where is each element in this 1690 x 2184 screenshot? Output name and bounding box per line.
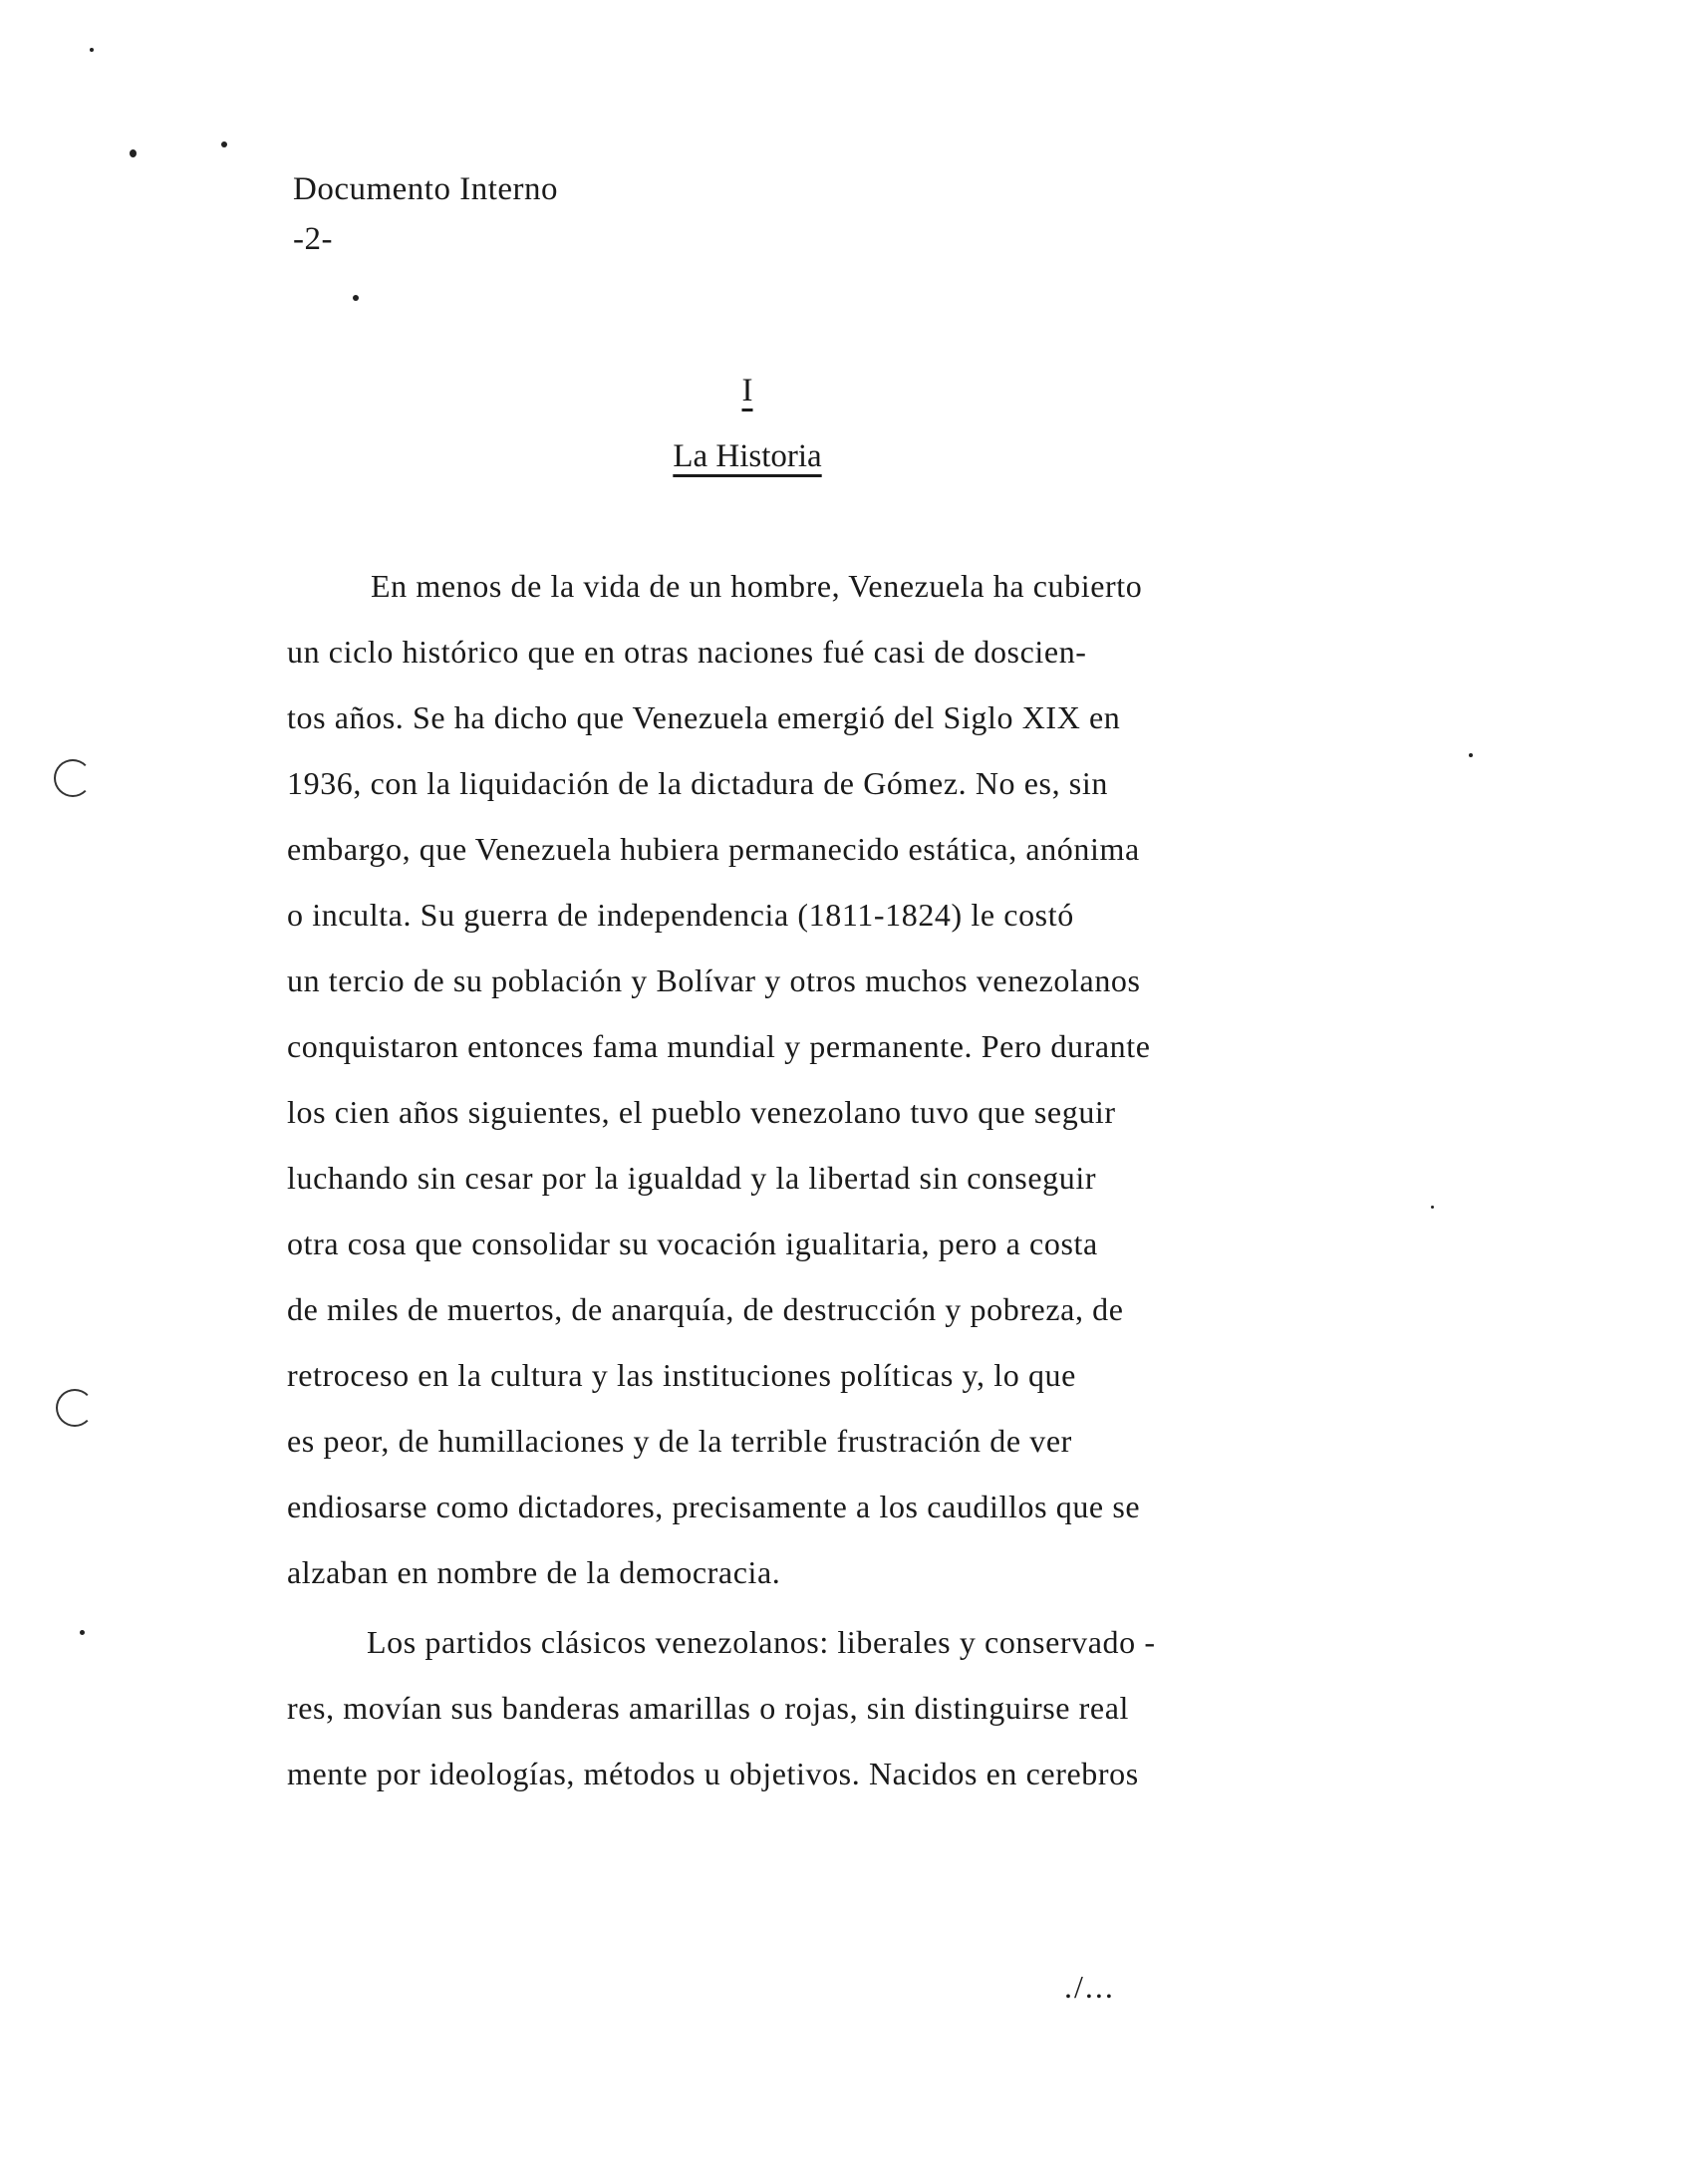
body-line: embargo, que Venezuela hubiera permanecido estática, anónima xyxy=(287,831,1140,867)
scan-speck xyxy=(1469,753,1473,757)
section-numeral: I xyxy=(741,373,753,409)
scan-speck xyxy=(353,295,359,301)
body-line: un tercio de su población y Bolívar y otros muchos venezolanos xyxy=(287,962,1141,998)
body-line: En menos de la vida de un hombre, Venezuela ha cubierto xyxy=(371,568,1143,604)
body-line: los cien años siguientes, el pueblo venezolano tuvo que seguir xyxy=(287,1094,1116,1130)
body-line: alzaban en nombre de la democracia. xyxy=(287,1554,781,1590)
continued-mark: ./... xyxy=(1064,1969,1115,2005)
scan-speck xyxy=(1431,1206,1434,1209)
section-title: La Historia xyxy=(673,438,822,474)
scan-speck xyxy=(80,1630,85,1635)
body-line: Los partidos clásicos venezolanos: liberales y conservado - xyxy=(367,1624,1156,1660)
body-line: mente por ideologías, métodos u objetivos. Nacidos en cerebros xyxy=(287,1756,1139,1791)
punch-hole xyxy=(54,759,92,797)
body-line: res, movían sus banderas amarillas o rojas, sin distinguirse real xyxy=(287,1690,1130,1726)
body-line: retroceso en la cultura y las instituciones políticas y, lo que xyxy=(287,1357,1076,1393)
page-number: -2- xyxy=(293,221,333,257)
body-line: de miles de muertos, de anarquía, de destrucción y pobreza, de xyxy=(287,1291,1124,1327)
body-line: un ciclo histórico que en otras naciones fué casi de doscien- xyxy=(287,634,1087,670)
body-line: tos años. Se ha dicho que Venezuela emergió del Siglo XIX en xyxy=(287,699,1121,735)
body-line: 1936, con la liquidación de la dictadura de Gómez. No es, sin xyxy=(287,765,1108,801)
scan-speck xyxy=(130,149,137,157)
scan-speck xyxy=(90,48,94,52)
body-line: endiosarse como dictadores, precisamente a los caudillos que se xyxy=(287,1489,1141,1524)
punch-hole xyxy=(56,1389,94,1427)
body-line: o inculta. Su guerra de independencia (1811-1824) le costó xyxy=(287,897,1074,933)
body-line: luchando sin cesar por la igualdad y la libertad sin conseguir xyxy=(287,1160,1097,1196)
document-label: Documento Interno xyxy=(293,171,559,207)
body-line: es peor, de humillaciones y de la terrible frustración de ver xyxy=(287,1423,1072,1459)
body-line: otra cosa que consolidar su vocación igualitaria, pero a costa xyxy=(287,1226,1098,1261)
scan-speck xyxy=(221,141,227,147)
body-line: conquistaron entonces fama mundial y permanente. Pero durante xyxy=(287,1028,1151,1064)
